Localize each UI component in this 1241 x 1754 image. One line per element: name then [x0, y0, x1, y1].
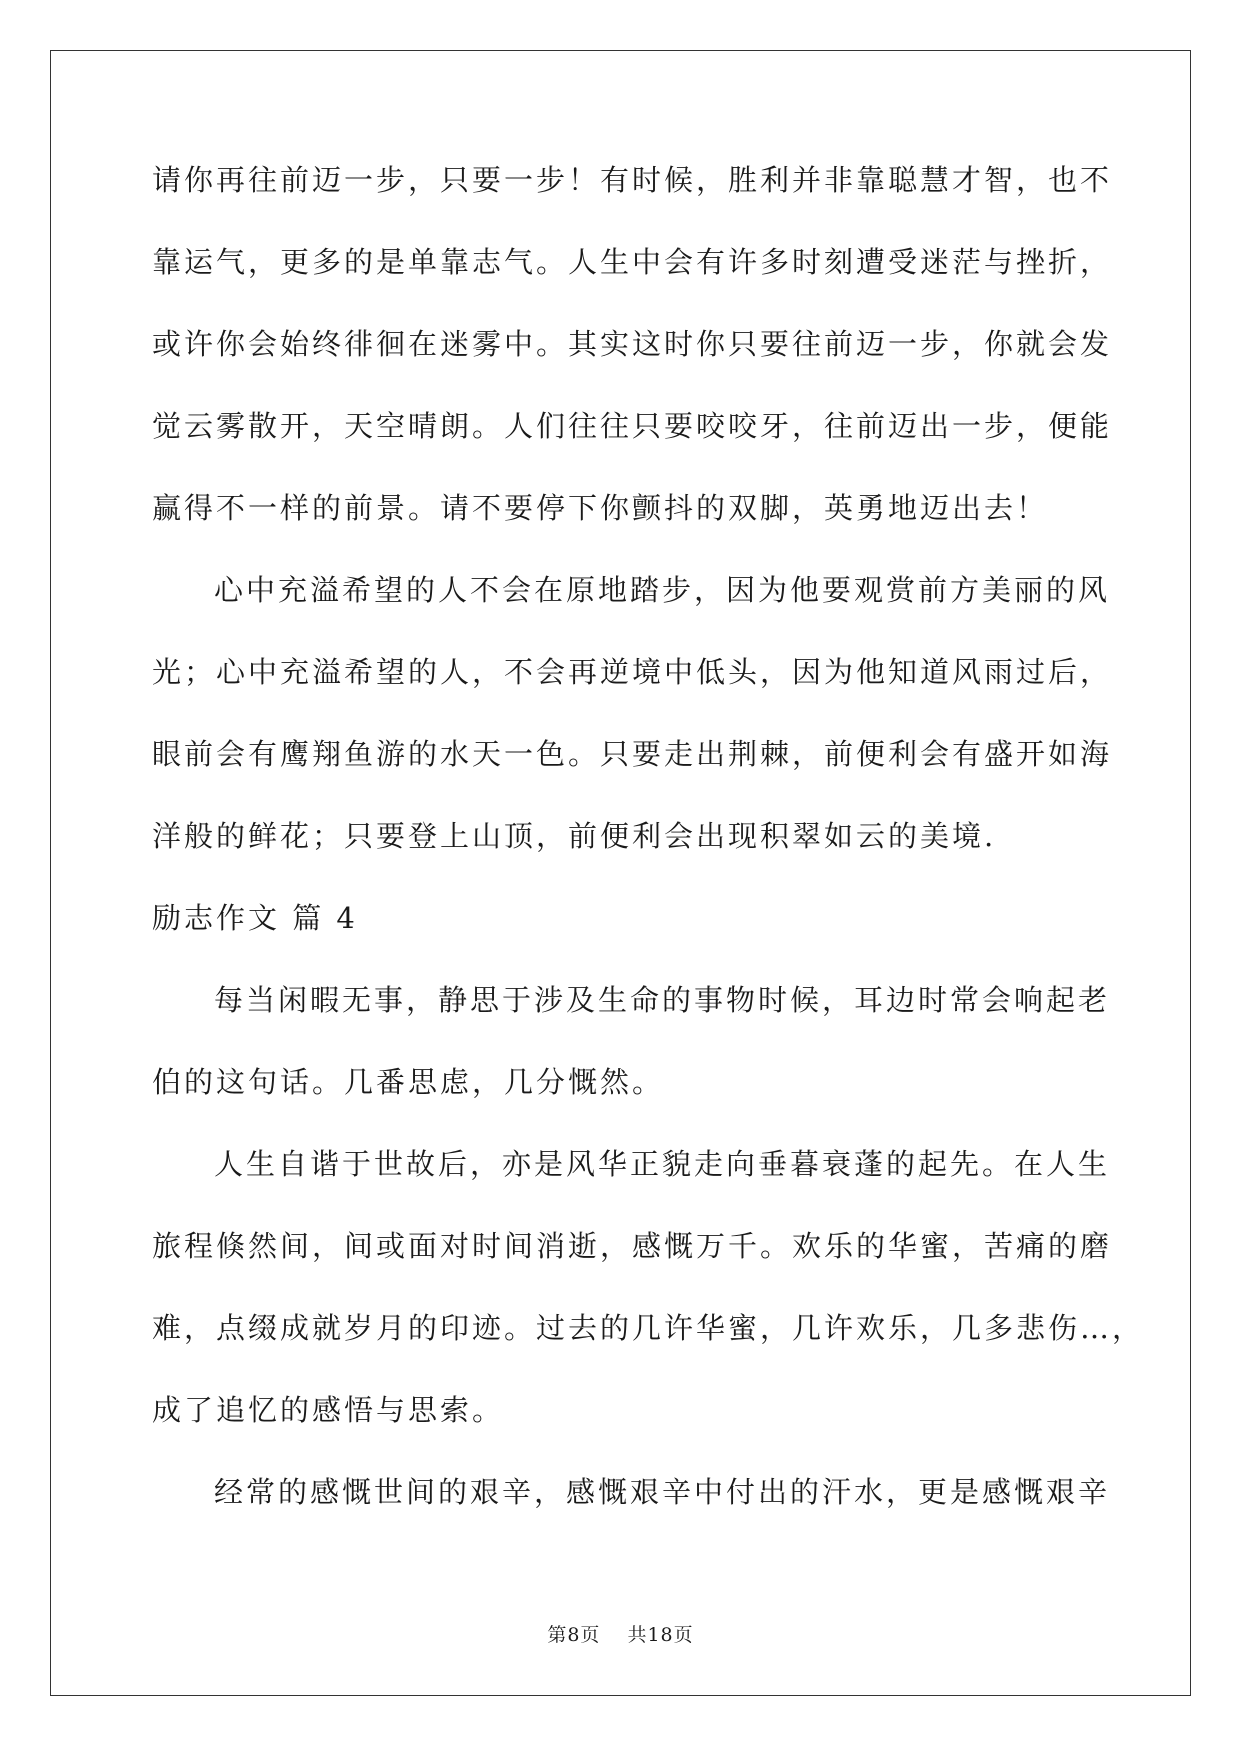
text-line: 难，点缀成就岁月的印迹。过去的几许华蜜，几许欢乐，几多悲伤…，	[152, 1311, 1145, 1345]
text-line: 眼前会有鹰翔鱼游的水天一色。只要走出荆棘，前便利会有盛开如海	[152, 737, 1113, 771]
paragraph	[152, 1144, 1145, 1472]
text-line: 心中充溢希望的人不会在原地踏步，因为他要观赏前方美丽的风	[214, 573, 1111, 607]
text-line: 洋般的鲜花；只要登上山顶，前便利会出现积翠如云的美境.	[152, 819, 997, 853]
text-line: 成了追忆的感悟与思索。	[152, 1393, 505, 1427]
text-line: 或许你会始终徘徊在迷雾中。其实这时你只要往前迈一步，你就会发	[152, 327, 1113, 361]
text-line: 光；心中充溢希望的人，不会再逆境中低头，因为他知道风雨过后，	[152, 655, 1113, 689]
text-line: 请你再往前迈一步，只要一步！有时候，胜利并非靠聪慧才智，也不	[152, 163, 1113, 197]
text-line: 靠运气，更多的是单靠志气。人生中会有许多时刻遭受迷茫与挫折，	[152, 245, 1113, 279]
paragraph	[152, 1472, 1111, 1554]
document-body	[152, 160, 1145, 1554]
text-line: 人生自谐于世故后，亦是风华正貌走向垂暮衰蓬的起先。在人生	[214, 1147, 1111, 1181]
text-line: 赢得不一样的前景。请不要停下你颤抖的双脚，英勇地迈出去！	[152, 491, 1049, 525]
text-line: 觉云雾散开，天空晴朗。人们往往只要咬咬牙，往前迈出一步，便能	[152, 409, 1113, 443]
text-line: 旅程倏然间，间或面对时间消逝，感慨万千。欢乐的华蜜，苦痛的磨	[152, 1229, 1113, 1263]
page-footer	[0, 1620, 1241, 1647]
paragraph	[152, 570, 1113, 898]
text-line: 伯的这句话。几番思虑，几分慨然。	[152, 1065, 665, 1099]
paragraph	[152, 160, 1113, 570]
text-line: 每当闲暇无事，静思于涉及生命的事物时候，耳边时常会响起老	[214, 983, 1111, 1017]
page-number: 第8页	[547, 1624, 601, 1646]
text-line: 经常的感慨世间的艰辛，感慨艰辛中付出的汗水，更是感慨艰辛	[214, 1475, 1111, 1509]
page-total: 共18页	[627, 1624, 694, 1646]
paragraph	[152, 980, 1111, 1144]
section-heading: 励志作文 篇 4	[152, 901, 358, 935]
